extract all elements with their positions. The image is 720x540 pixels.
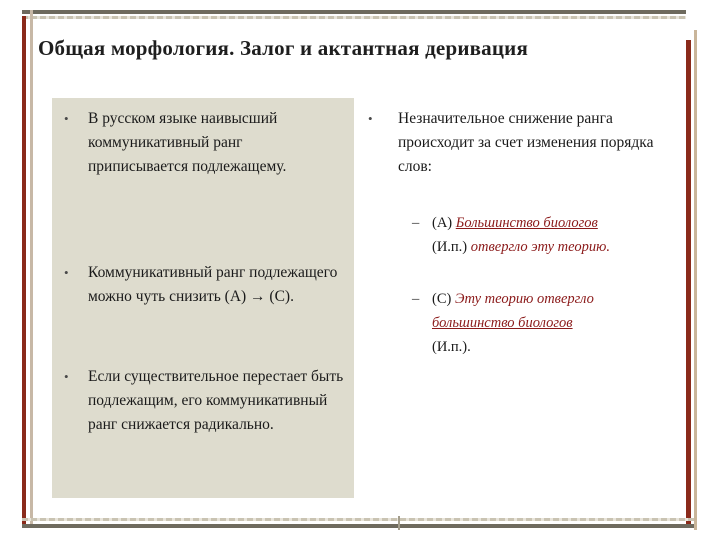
left-bullet-text: Коммуникативный ранг подлежащего можно чуть снизить (A) → (C). bbox=[88, 264, 338, 305]
example-c-rest: Эту теорию отвергло bbox=[454, 291, 594, 307]
frame-right-bar bbox=[686, 40, 691, 526]
frame-right-stripe bbox=[694, 30, 697, 530]
frame-top-stripe bbox=[22, 16, 686, 19]
example-a-text bbox=[432, 211, 712, 259]
bullet-dot-icon: • bbox=[368, 111, 373, 126]
example-a-case: (И.п.) bbox=[432, 239, 468, 255]
bullet-dot-icon: • bbox=[64, 111, 69, 126]
example-c-label: (C) bbox=[432, 291, 452, 307]
example-a-subject: Большинство биологов bbox=[455, 215, 598, 231]
right-bullet-text: Незначительное снижение ранга происходит за счет изменения порядка слов: bbox=[398, 110, 654, 175]
left-panel bbox=[52, 98, 354, 498]
dash-icon: – bbox=[412, 291, 420, 307]
bullet-dot-icon: • bbox=[64, 369, 69, 384]
bullet-dot-icon: • bbox=[64, 265, 69, 280]
dash-icon: – bbox=[412, 215, 420, 231]
example-a-label: (A) bbox=[432, 215, 453, 231]
frame-bottom-tick bbox=[398, 516, 400, 530]
frame-left-stripe bbox=[30, 10, 33, 528]
frame-bottom-stripe bbox=[22, 518, 694, 521]
slide-title: Общая морфология. Залог и актантная деривация bbox=[38, 36, 529, 60]
left-bullet-text: Если существительное перестает быть подлежащим, его коммуникативный ранг снижается радикально. bbox=[88, 368, 344, 433]
example-c-subject: большинство биологов bbox=[432, 315, 573, 331]
example-c-case: (И.п.). bbox=[432, 339, 471, 355]
left-bullet-text: В русском языке наивысший коммуникативный ранг приписывается подлежащему. bbox=[88, 110, 287, 175]
frame-bottom-bar bbox=[22, 524, 694, 528]
frame-left-bar bbox=[22, 16, 26, 528]
example-a-rest: отвергло эту теорию. bbox=[470, 239, 610, 255]
frame-top-bar bbox=[22, 10, 686, 14]
example-c-text bbox=[432, 287, 712, 359]
